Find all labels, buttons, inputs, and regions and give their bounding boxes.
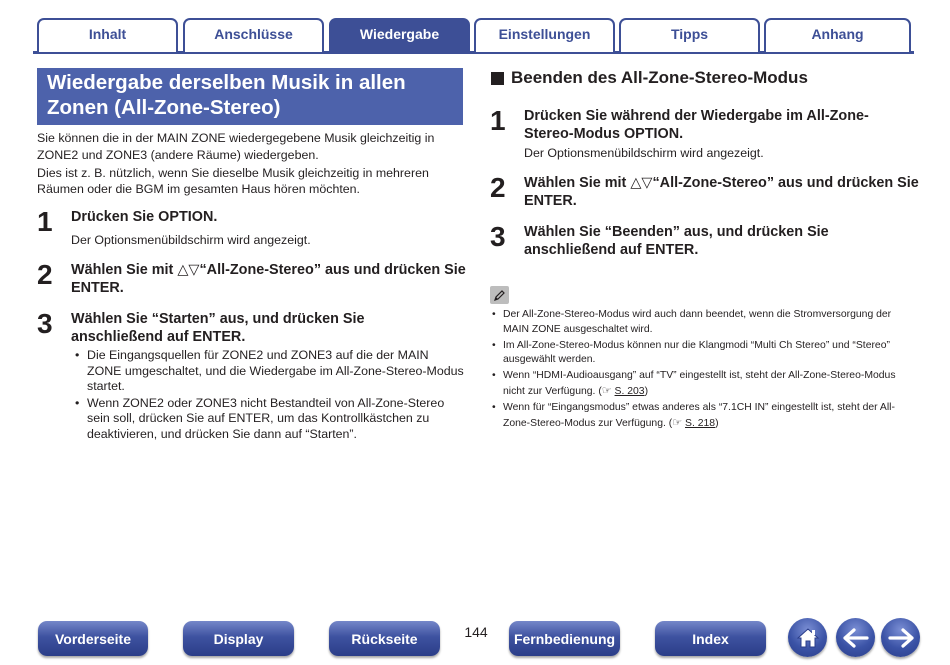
list-item: • Wenn ZONE2 oder ZONE3 nicht Bestandteil von All-Zone-Stereo sein soll, drücken Sie auf ENTER, um das Kontrollkästchen zu deaktivieren, und drücken Sie dann auf “Starten”. xyxy=(73,396,465,443)
left-step-3-bullets xyxy=(73,348,465,444)
page-reference-link[interactable]: (☞ S. 203) xyxy=(598,384,649,397)
pencil-icon-graphic xyxy=(493,289,506,302)
intro-paragraph-2: Dies ist z. B. nützlich, wenn Sie dieselbe Musik gleichzeitig in mehreren Räumen oder die BGM im gesamten Haus hören möchten. xyxy=(37,165,429,197)
step-description: Der Optionsmenübildschirm wird angezeigt. xyxy=(71,233,311,247)
home-button[interactable] xyxy=(788,618,827,657)
tab-einstellungen[interactable]: Einstellungen xyxy=(474,18,615,52)
index-button[interactable]: Index xyxy=(655,621,766,656)
step-number: 2 xyxy=(490,172,506,203)
notes-list xyxy=(491,308,916,432)
step-number: 2 xyxy=(37,259,53,290)
step-heading: Wählen Sie mit △▽“All-Zone-Stereo” aus und drücken Sie ENTER. xyxy=(524,175,919,209)
note-item xyxy=(491,308,916,338)
square-bullet-icon xyxy=(491,72,504,85)
page-reference-label: S. 203 xyxy=(614,385,645,397)
display-button[interactable]: Display xyxy=(183,621,294,656)
step-number: 3 xyxy=(37,308,53,339)
back-arrow-icon xyxy=(843,628,869,648)
step-heading: Wählen Sie “Beenden” aus, und drücken Sie anschließend auf ENTER. xyxy=(524,224,829,258)
back-button[interactable] xyxy=(836,618,875,657)
pointing-hand-icon: ☞ xyxy=(601,384,612,397)
step-description: Der Optionsmenübildschirm wird angezeigt. xyxy=(524,146,764,160)
step-heading: Wählen Sie “Starten” aus, und drücken Sie anschließend auf ENTER. xyxy=(71,311,365,345)
intro-text xyxy=(37,130,467,199)
vorderseite-button[interactable]: Vorderseite xyxy=(38,621,148,656)
step-number: 3 xyxy=(490,221,506,252)
note-text: Wenn “HDMI-Audioausgang” auf “TV” eingestellt ist, steht der All-Zone-Stereo-Modus nicht zur Verfügung. xyxy=(503,370,896,397)
pencil-icon xyxy=(490,286,509,304)
step-number: 1 xyxy=(490,105,506,136)
tab-inhalt[interactable]: Inhalt xyxy=(37,18,178,52)
left-step-1 xyxy=(37,208,467,258)
page-reference-label: S. 218 xyxy=(685,417,716,429)
tab-anhang[interactable]: Anhang xyxy=(764,18,911,52)
tab-tipps[interactable]: Tipps xyxy=(619,18,760,52)
forward-arrow-icon xyxy=(888,628,914,648)
list-item: • Die Eingangsquellen für ZONE2 und ZONE3 auf die der MAIN ZONE umgeschaltet, und die Wiedergabe im All-Zone-Stereo-Modus startet. xyxy=(73,348,465,395)
step-heading: Drücken Sie während der Wiedergabe im All-Zone-Stereo-Modus OPTION. xyxy=(524,108,869,142)
note-item xyxy=(491,369,916,400)
page-title: Wiedergabe derselben Musik in allen Zonen (All-Zone-Stereo) xyxy=(37,68,463,125)
note-text: Der All-Zone-Stereo-Modus wird auch dann beendet, wenn die Stromversorgung der MAIN ZONE ausgeschaltet wird. xyxy=(503,309,892,335)
fernbedienung-button[interactable]: Fernbedienung xyxy=(509,621,620,656)
forward-button[interactable] xyxy=(881,618,920,657)
left-step-2 xyxy=(37,261,467,301)
intro-paragraph-1: Sie können die in der MAIN ZONE wiedergegebene Musik gleichzeitig in ZONE2 und ZONE3 (andere Räume) wiedergeben. xyxy=(37,131,435,162)
note-text: Im All-Zone-Stereo-Modus können nur die Klangmodi “Multi Ch Stereo” und “Stereo” ausgewählt werden. xyxy=(503,339,890,366)
note-item xyxy=(491,339,916,369)
section-heading xyxy=(491,67,808,89)
step-heading: Drücken Sie OPTION. xyxy=(71,209,218,225)
tab-wiedergabe[interactable]: Wiedergabe xyxy=(329,18,470,52)
home-icon xyxy=(795,626,821,650)
step-heading: Wählen Sie mit △▽“All-Zone-Stereo” aus und drücken Sie ENTER. xyxy=(71,262,466,296)
step-number: 1 xyxy=(37,206,53,237)
right-step-1 xyxy=(490,107,920,163)
pointing-hand-icon: ☞ xyxy=(672,416,683,429)
right-step-3 xyxy=(490,223,920,263)
tab-bar xyxy=(0,0,950,56)
note-item xyxy=(491,401,916,432)
page-number: 144 xyxy=(464,624,488,640)
section-heading-text: Beenden des All-Zone-Stereo-Modus xyxy=(511,68,808,87)
left-step-3 xyxy=(37,310,467,350)
right-step-2 xyxy=(490,174,920,214)
rueckseite-button[interactable]: Rückseite xyxy=(329,621,440,656)
page-reference-link[interactable]: (☞ S. 218) xyxy=(668,416,719,429)
tab-anschluesse[interactable]: Anschlüsse xyxy=(183,18,324,52)
note-text: Wenn für “Eingangsmodus” etwas anderes als “7.1CH IN” eingestellt ist, steht der All-Zone-Stereo-Modus zur Verfügung. xyxy=(503,401,895,429)
